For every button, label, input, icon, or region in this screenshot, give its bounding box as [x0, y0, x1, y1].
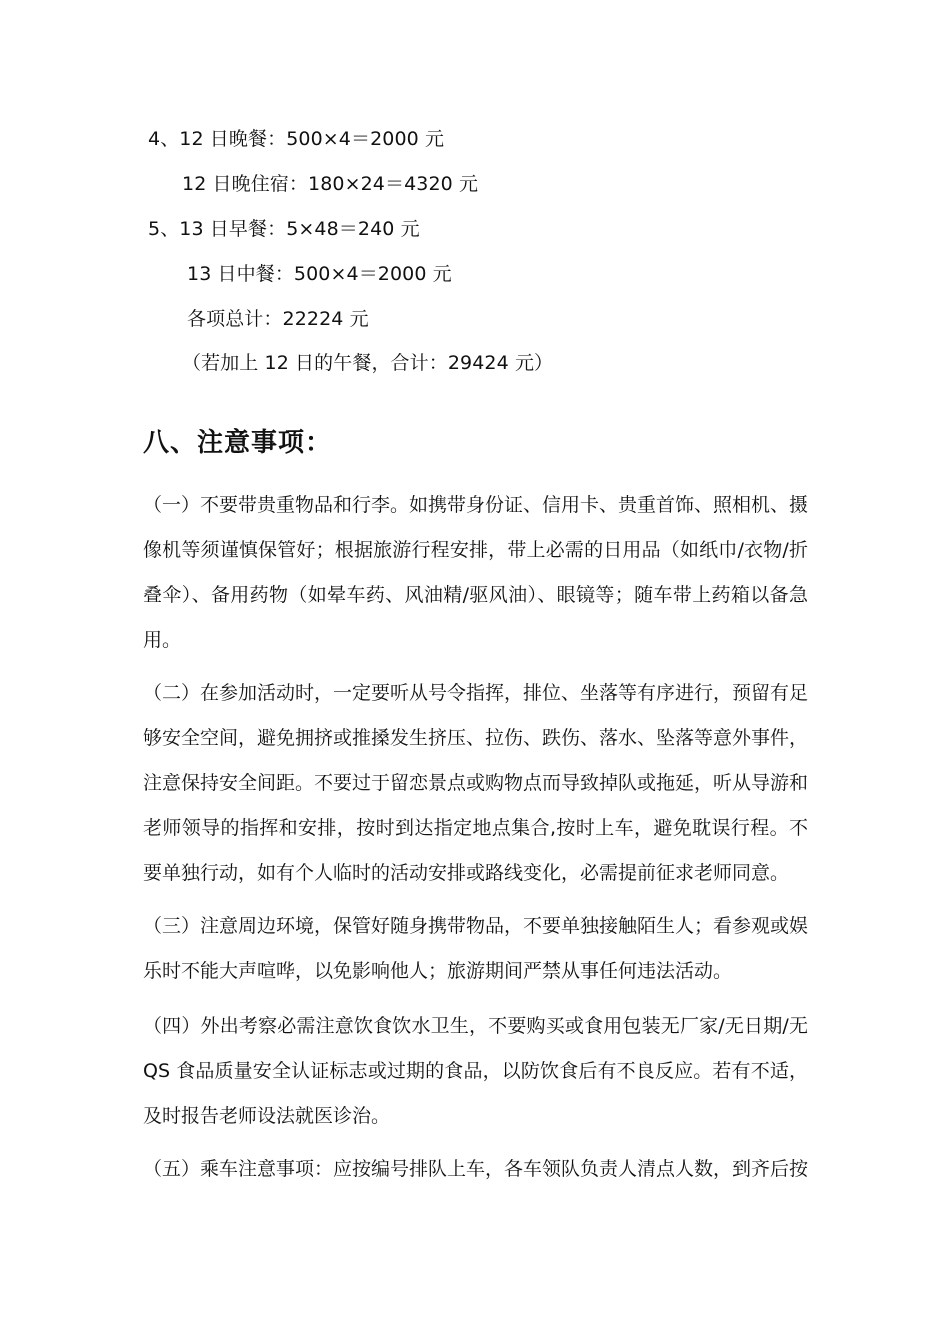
note-paragraph-5: （五）乘车注意事项：应按编号排队上车，各车领队负责人清点人数，到齐后按: [143, 1158, 809, 1180]
budget-line-dinner-12: 4、12 日晚餐：500×4＝2000 元: [148, 128, 445, 150]
budget-total-with-lunch: （若加上 12 日的午餐，合计：29424 元）: [182, 352, 554, 374]
budget-line-lodging-12: 12 日晚住宿：180×24＝4320 元: [182, 173, 479, 195]
budget-line-lunch-13: 13 日中餐：500×4＝2000 元: [187, 263, 452, 285]
note-paragraph-3: （三）注意周边环境，保管好随身携带物品，不要单独接触陌生人；看参观或娱乐时不能大声喧哗，以免影响他人；旅游期间严禁从事任何违法活动。: [143, 915, 809, 982]
section-title-notes: 八、注意事项：: [143, 428, 333, 458]
budget-total: 各项总计：22224 元: [187, 308, 369, 330]
note-paragraph-1: （一）不要带贵重物品和行李。如携带身份证、信用卡、贵重首饰、照相机、摄像机等须谨慎保管好；根据旅游行程安排，带上必需的日用品（如纸巾/衣物/折叠伞）、备用药物（如晕车药、风油精/驱风油）、眼镜等；随车带上药箱以备急用。: [143, 494, 809, 651]
note-paragraph-4: （四）外出考察必需注意饮食饮水卫生，不要购买或食用包装无厂家/无日期/无 QS 食品质量安全认证标志或过期的食品，以防饮食后有不良反应。若有不适，及时报告老师设法就医诊治。: [143, 1015, 808, 1127]
note-paragraph-2: （二）在参加活动时，一定要听从号令指挥，排位、坐落等有序进行，预留有足够安全空间，避免拥挤或推搡发生挤压、拉伤、跌伤、落水、坠落等意外事件，注意保持安全间距。不要过于留恋景点或购物点而导致掉队或拖延，听从导游和老师领导的指挥和安排，按时到达指定地点集合,按时上车，避免耽误行程。不要单独行动，如有个人临时的活动安排或路线变化，必需提前征求老师同意。: [143, 682, 809, 884]
budget-line-breakfast-13: 5、13 日早餐：5×48＝240 元: [148, 218, 420, 240]
